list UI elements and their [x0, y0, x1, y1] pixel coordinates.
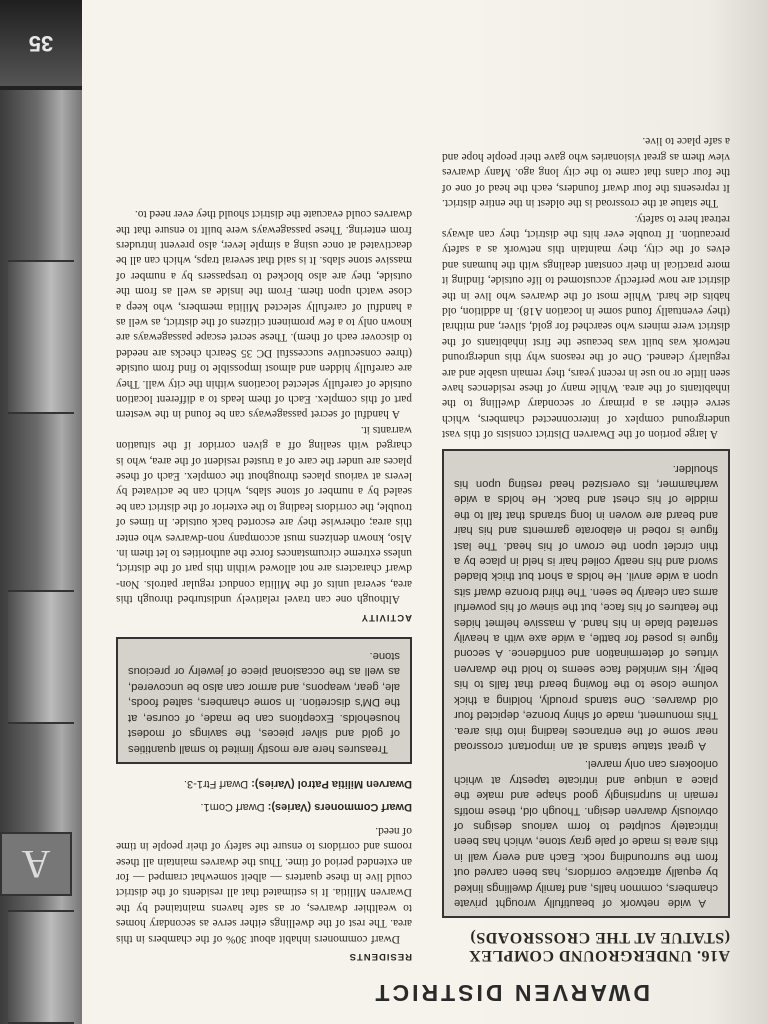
stone-pillar-border: [0, 0, 82, 1024]
stat-name: Dwarven Militia Patrol (Varies):: [251, 777, 412, 790]
treasure-paragraph: Treasures here are mostly limited to small quantities of gold and silver pieces, the savings of modest households. Exceptions can be made, of course, at the DM's discretion. In some chambers, salted foods, ale, gear, weapons, and armor can also be uncovered, as well as the occasional piece of jewelry or precious stone.: [128, 650, 400, 755]
body-paragraph: The statue at the crossroad is the oldest in the entire district. It represents the four dwarf founders, each the head of one of the four clans that came to the city long ago. Many dwarves view them as great visionaries who gave their people hope and a safe place to live.: [442, 135, 730, 210]
stat-value: Dwarf Ftr1-3.: [183, 777, 252, 790]
treasure-box: [116, 637, 412, 764]
entry-heading: [442, 928, 730, 964]
page-number-box: [0, 0, 82, 90]
entry-heading-line1: A16. UNDERGROUND COMPLEX: [468, 947, 730, 964]
residents-heading: RESIDENTS: [348, 951, 412, 962]
activity-paragraph: A handful of secret passageways can be found in the western part of this complex. Each of them leads to a different location outside of carefully selected locations within the city wall. They are carefully hidden and almost impossible to find from outside (three consecutive successful DC 35 Search checks are needed to discover each of them). These secret escape passageways are known only to a few prominent citizens of the district, as well as a handful of carefully selected Militia members, who keep a close watch upon them. From the inside as well as from the outside, they are also blocked to trespassers by a number of massive stone slabs. It is said that several traps, which can all be deactivated at once using a simple lever, also prevent intruders from entering. These passageways were built to ensure that the dwarves could evacuate the district should they ever need to.: [116, 208, 412, 421]
activity-paragraph: Although one can travel relatively undisturbed through this area, several units of the Militia conduct regular patrols. Non-dwarf characters are not allowed within this part of the district, unless extreme circumstances force the authorities to let them in. Also, known denizens must accompany non-dwarves who enter this area; otherwise they are escorted back outside. In times of trouble, the corridors leading to the exterior of the district can be sealed by a number of stone slabs, which can be activated by levers at various places throughout the complex. Each of these places are under the care of a trusted resident of the area, who is charged with sealing off a given corridor if the situation warrants it.: [116, 423, 412, 606]
stat-line-militia: [116, 776, 412, 791]
pillar-block: [8, 260, 74, 414]
page-number: 35: [28, 31, 54, 56]
right-column: [116, 206, 412, 964]
residents-paragraph: Dwarf commoners inhabit about 30% of the chambers in this area. The rest of the dwellings either serve as secondary homes to wealthier dwarves, or as safe havens maintained by the Dwarven Militia. It is estimated that all residents of the district could live in these quarters — albeit somewhat cramped — for an extended period of time. Thus the dwarves maintain all these rooms and corridors to ensure the safety of their people in time of need.: [116, 824, 412, 945]
stat-value: Dwarf Com1.: [200, 801, 268, 814]
entry-heading-line2: (STATUE AT THE CROSSROADS): [469, 929, 730, 946]
body-paragraph: A large portion of the Dwarven District consists of this vast underground complex of interconnected chambers, which serve either as a primary or secondary dwelling to the inhabitants of the area. While many of these residences have seen little or no use in recent years, they remain usable and are regularly cleaned. One of the reasons why this underground network was built was because the first inhabitants of the district were miners who searched for gold, silver, and mithral (they eventually found some in location A18). In addition, old habits die hard. While most of the dwarves who live in the district are now perfectly accustomed to life outside, finding it more practical in their constant dealings with the humans and elves of the city, they maintain this network as a safety precaution. If trouble ever hits the district, they can always retreat here to safety.: [442, 212, 730, 441]
activity-heading: ACTIVITY: [360, 611, 412, 623]
stat-line-commoners: [116, 799, 412, 814]
read-aloud-paragraph: A great statue stands at an important crossroad near some of the entrances leading into this area. This monument, made of shiny bronze, depicted four old dwarves. One stands proudly, holding a thick volume close to the flowing beard that falls to his belly. His wrinkled face seems to hold the dwarven virtues of determination and confidence. A second figure is posed for battle, a wide axe with a heavily serrated blade in his hand. A massive helmet hides the features of his face, but the sinew of his powerful arms can clearly be seen. The third bronze dwarf sits upon a wide anvil. He holds a short but thick bladed sword and his neatly coiled hair is held in place by a thin circlet upon the crown of his head. The last figure is robed in elaborate garments and his hair and beard are woven in long strands that fall to the middle of his chest and back. He holds a wide warhammer, its oversized head resting upon his shoulder.: [454, 462, 718, 752]
pillar-block: [8, 910, 74, 1024]
chapter-letter: A: [21, 842, 51, 887]
chapter-badge: [0, 832, 72, 896]
left-column: [442, 133, 730, 964]
stat-name: Dwarf Commoners (Varies):: [267, 801, 412, 814]
section-title: DWARVEN DISTRICT: [372, 980, 650, 1006]
read-aloud-paragraph: A wide network of beautifully wrought private chambers, common halls, and family dwellings linked by equally attractive corridors, has been carved out from the surrounding rock. Each and every wall in this area is made of pale gray stone, which has been intricately sculpted to form various designs of obviously dwarven design. Though old, these motifs remain in surprisingly good shape and make the place a unique and intricate tapestry at which onlookers can only marvel.: [454, 758, 718, 909]
read-aloud-box: [442, 449, 730, 918]
pillar-block: [8, 590, 74, 724]
